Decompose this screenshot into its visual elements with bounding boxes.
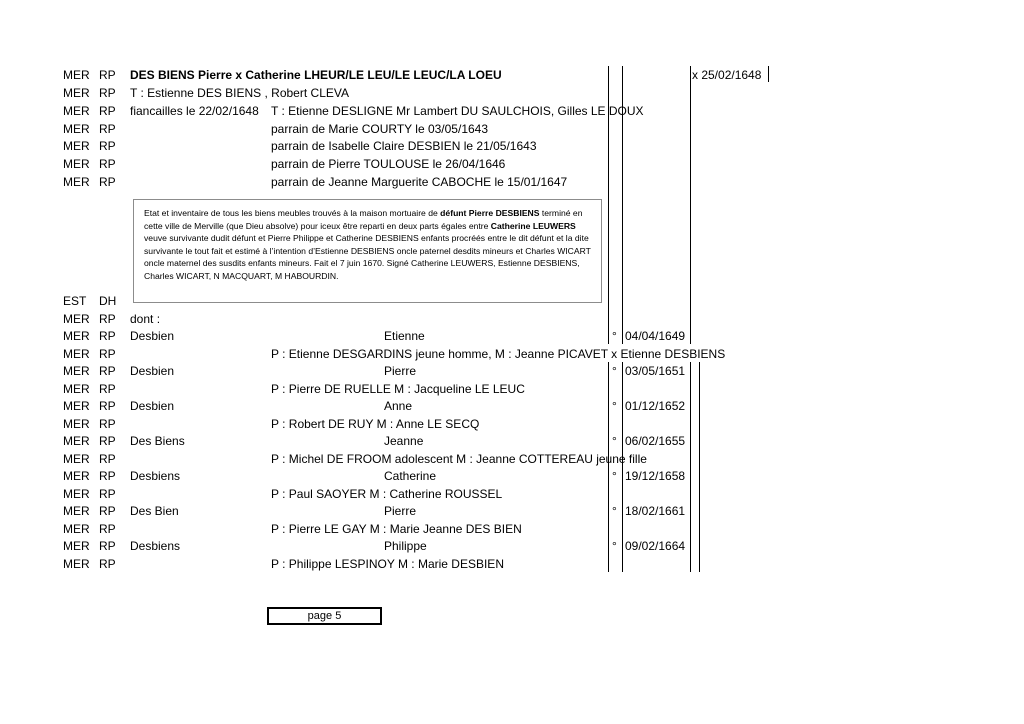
record-type: DH (99, 294, 117, 308)
birth-mark: ° (612, 364, 617, 378)
source-code: EST (63, 294, 87, 308)
child-surname: Des Biens (130, 434, 185, 448)
source-code: MER (63, 329, 90, 343)
source-code: MER (63, 417, 90, 431)
source-code: MER (63, 557, 90, 571)
record-type: RP (99, 539, 116, 553)
godparents: P : Philippe LESPINOY M : Marie DESBIEN (271, 557, 504, 571)
inventory-note-box (133, 199, 602, 303)
godparents: P : Paul SAOYER M : Catherine ROUSSEL (271, 487, 503, 501)
record-type: RP (99, 175, 116, 189)
record-type: RP (99, 504, 116, 518)
source-code: MER (63, 539, 90, 553)
record-type: RP (99, 139, 116, 153)
birth-date: 01/12/1652 (625, 399, 686, 413)
row-text: parrain de Marie COURTY le 03/05/1643 (271, 122, 489, 136)
inventory-note-text: Etat et inventaire de tous les biens meubles trouvés à la maison mortuaire de défunt Pierre DESBIENS terminé en cette ville de Merville (que Dieu absolve) pour iceux être reparti en deux parts égales entre Catherine LEUWERS veuve survivante dudit défunt et Pierre Philippe et Catherine DESBIENS enfants procréés entre le dit défunt et la dite survivante le tout fait et estimé à l’intention d’Estienne DESBIENS oncle paternel desdits mineurs et Charles WICART oncle maternel des susdits enfants mineurs. Fait el 7 juin 1670. Signé Catherine LEUWERS, Estienne DESBIENS, Charles WICART, N MACQUART, M HABOURDIN. (144, 208, 591, 281)
couple-title: DES BIENS Pierre x Catherine LHEUR/LE LEU/LE LEUC/LA LOEU (130, 68, 502, 82)
godparents: P : Michel DE FROOM adolescent M : Jeanne COTTEREAU jeune fille (271, 452, 647, 466)
source-code: MER (63, 434, 90, 448)
record-type: RP (99, 399, 116, 413)
birth-mark: ° (612, 399, 617, 413)
birth-mark: ° (612, 434, 617, 448)
record-type: RP (99, 469, 116, 483)
source-code: MER (63, 487, 90, 501)
child-surname: Desbien (130, 364, 175, 378)
source-code: MER (63, 104, 90, 118)
row-text: parrain de Jeanne Marguerite CABOCHE le 15/01/1647 (271, 175, 568, 189)
godparents: P : Robert DE RUY M : Anne LE SECQ (271, 417, 480, 431)
marriage-date: x 25/02/1648 (692, 68, 762, 82)
record-type: RP (99, 104, 116, 118)
record-type: RP (99, 122, 116, 136)
record-type: RP (99, 68, 116, 82)
birth-mark: ° (612, 469, 617, 483)
column-rule-7 (690, 362, 691, 572)
source-code: MER (63, 347, 90, 361)
source-code: MER (63, 522, 90, 536)
witnesses: T : Etienne DESLIGNE Mr Lambert DU SAULCHOIS, Gilles LE DOUX (271, 104, 644, 118)
child-surname: Des Bien (130, 504, 179, 518)
source-code: MER (63, 122, 90, 136)
child-given-name: Jeanne (384, 434, 424, 448)
godparents: P : Pierre LE GAY M : Marie Jeanne DES BIEN (271, 522, 522, 536)
column-rule-3 (690, 66, 691, 344)
child-given-name: Etienne (384, 329, 425, 343)
source-code: MER (63, 399, 90, 413)
birth-date: 19/12/1658 (625, 469, 686, 483)
source-code: MER (63, 312, 90, 326)
birth-mark: ° (612, 504, 617, 518)
source-code: MER (63, 364, 90, 378)
children-label: dont : (130, 312, 161, 326)
source-code: MER (63, 469, 90, 483)
engagement-date: fiancailles le 22/02/1648 (130, 104, 259, 118)
child-given-name: Pierre (384, 504, 417, 518)
birth-date: 04/04/1649 (625, 329, 686, 343)
child-surname: Desbien (130, 399, 175, 413)
child-given-name: Catherine (384, 469, 437, 483)
record-type: RP (99, 382, 116, 396)
record-type: RP (99, 329, 116, 343)
record-type: RP (99, 417, 116, 431)
deceased-name: défunt Pierre DESBIENS (440, 208, 540, 218)
record-type: RP (99, 157, 116, 171)
record-type: RP (99, 557, 116, 571)
birth-date: 09/02/1664 (625, 539, 686, 553)
child-surname: Desbiens (130, 539, 181, 553)
column-rule-5 (608, 362, 609, 572)
row-text: T : Estienne DES BIENS , Robert CLEVA (130, 86, 349, 100)
godparents: P : Etienne DESGARDINS jeune homme, M : Jeanne PICAVET x Etienne DESBIENS (271, 347, 726, 361)
godparents: P : Pierre DE RUELLE M : Jacqueline LE LEUC (271, 382, 525, 396)
source-code: MER (63, 86, 90, 100)
child-surname: Desbien (130, 329, 175, 343)
record-type: RP (99, 522, 116, 536)
source-code: MER (63, 452, 90, 466)
source-code: MER (63, 157, 90, 171)
child-surname: Desbiens (130, 469, 181, 483)
child-given-name: Philippe (384, 539, 427, 553)
record-type: RP (99, 364, 116, 378)
source-code: MER (63, 504, 90, 518)
record-type: RP (99, 487, 116, 501)
record-type: RP (99, 86, 116, 100)
row-text: parrain de Pierre TOULOUSE le 26/04/1646 (271, 157, 506, 171)
child-given-name: Anne (384, 399, 413, 413)
page-number: page 5 (307, 610, 342, 622)
record-type: RP (99, 434, 116, 448)
birth-date: 03/05/1651 (625, 364, 686, 378)
source-code: MER (63, 382, 90, 396)
record-type: RP (99, 452, 116, 466)
birth-date: 06/02/1655 (625, 434, 686, 448)
column-rule-6 (622, 362, 623, 572)
record-type: RP (99, 347, 116, 361)
source-code: MER (63, 139, 90, 153)
row-text: parrain de Isabelle Claire DESBIEN le 21/05/1643 (271, 139, 537, 153)
child-given-name: Pierre (384, 364, 417, 378)
column-rule-4 (768, 66, 769, 82)
widow-name: Catherine LEUWERS (490, 220, 576, 231)
page-number-box (267, 607, 382, 625)
column-rule-8 (699, 362, 700, 572)
source-code: MER (63, 68, 90, 82)
birth-date: 18/02/1661 (625, 504, 686, 518)
source-code: MER (63, 175, 90, 189)
record-type: RP (99, 312, 116, 326)
birth-mark: ° (612, 539, 617, 553)
birth-mark: ° (612, 329, 617, 343)
